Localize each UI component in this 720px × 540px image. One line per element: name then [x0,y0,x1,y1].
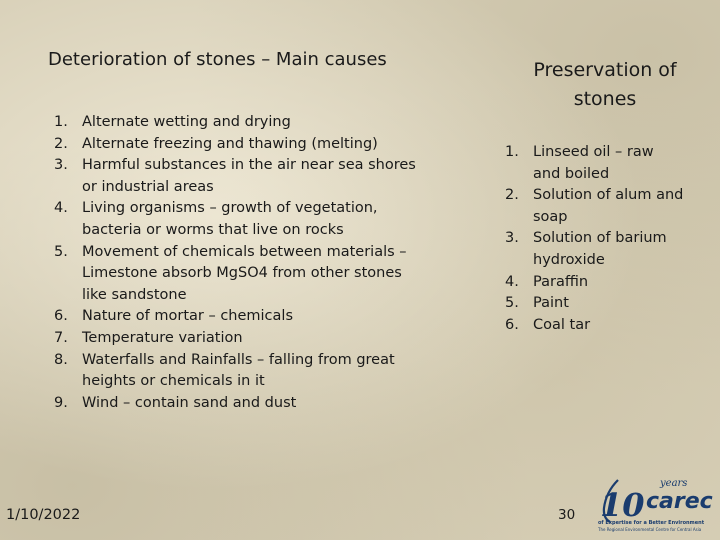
list-item [505,315,685,337]
list-item [54,155,426,198]
item-text: Movement of chemicals between materials – Limestone absorb MgSO4 from other stones like sandstone [82,243,407,303]
carec-logo [596,474,714,536]
left-column-title: Deterioration of stones – Main causes [48,49,387,70]
item-number: 1. [54,114,68,130]
list-item [54,328,426,350]
item-number: 2. [505,187,519,204]
list-item [505,185,685,228]
item-number: 5. [505,295,519,312]
list-item [54,306,426,328]
list-item [54,198,426,241]
logo-subtagline: The Regional Environmental Centre for Central Asia [598,527,702,532]
list-item [54,393,426,415]
list-item [505,293,685,315]
item-number: 4. [505,273,519,290]
item-number: 9. [54,394,68,411]
item-number: 5. [54,243,68,260]
item-text: Alternate wetting and drying [82,114,291,130]
item-text: Linseed oil – raw and boiled [533,144,654,182]
item-text: Harmful substances in the air near sea shores or industrial areas [82,157,416,195]
right-column-title: Preservation of stones [533,59,677,110]
item-text: Paint [533,295,569,312]
item-number: 8. [54,351,68,368]
item-number: 3. [54,157,68,174]
slide-date: 1/10/2022 [6,507,81,523]
item-text: Living organisms – growth of vegetation, bacteria or worms that live on rocks [82,200,378,238]
list-item [505,272,685,294]
item-number: 7. [54,329,68,346]
logo-years: years [660,478,688,489]
item-text: Nature of mortar – chemicals [82,308,294,325]
slide-number: 30 [558,507,576,523]
item-number: 1. [505,144,519,160]
list-item [54,134,426,156]
item-text: Solution of alum and soap [533,187,684,225]
item-number: 4. [54,200,68,217]
list-item [54,350,426,393]
logo-tagline: of Expertise for a Better Environment [598,520,705,526]
list-item [54,112,426,134]
list-item [505,142,685,185]
logo-brand: carec [646,489,713,514]
item-number: 6. [54,308,68,325]
preservation-methods-list [505,142,685,336]
item-number: 6. [505,316,519,333]
item-text: Temperature variation [82,329,243,346]
item-text: Coal tar [533,316,591,333]
item-text: Alternate freezing and thawing (melting) [82,135,378,152]
list-item [54,242,426,307]
deterioration-causes-list [54,112,426,414]
item-number: 3. [505,230,519,247]
item-number: 2. [54,135,68,152]
item-text: Solution of barium hydroxide [533,230,667,268]
item-text: Wind – contain sand and dust [82,394,297,411]
item-text: Waterfalls and Rainfalls – falling from great heights or chemicals in it [82,351,395,390]
item-text: Paraffin [533,273,589,290]
list-item [505,228,685,271]
logo-number: 10 [600,486,645,524]
